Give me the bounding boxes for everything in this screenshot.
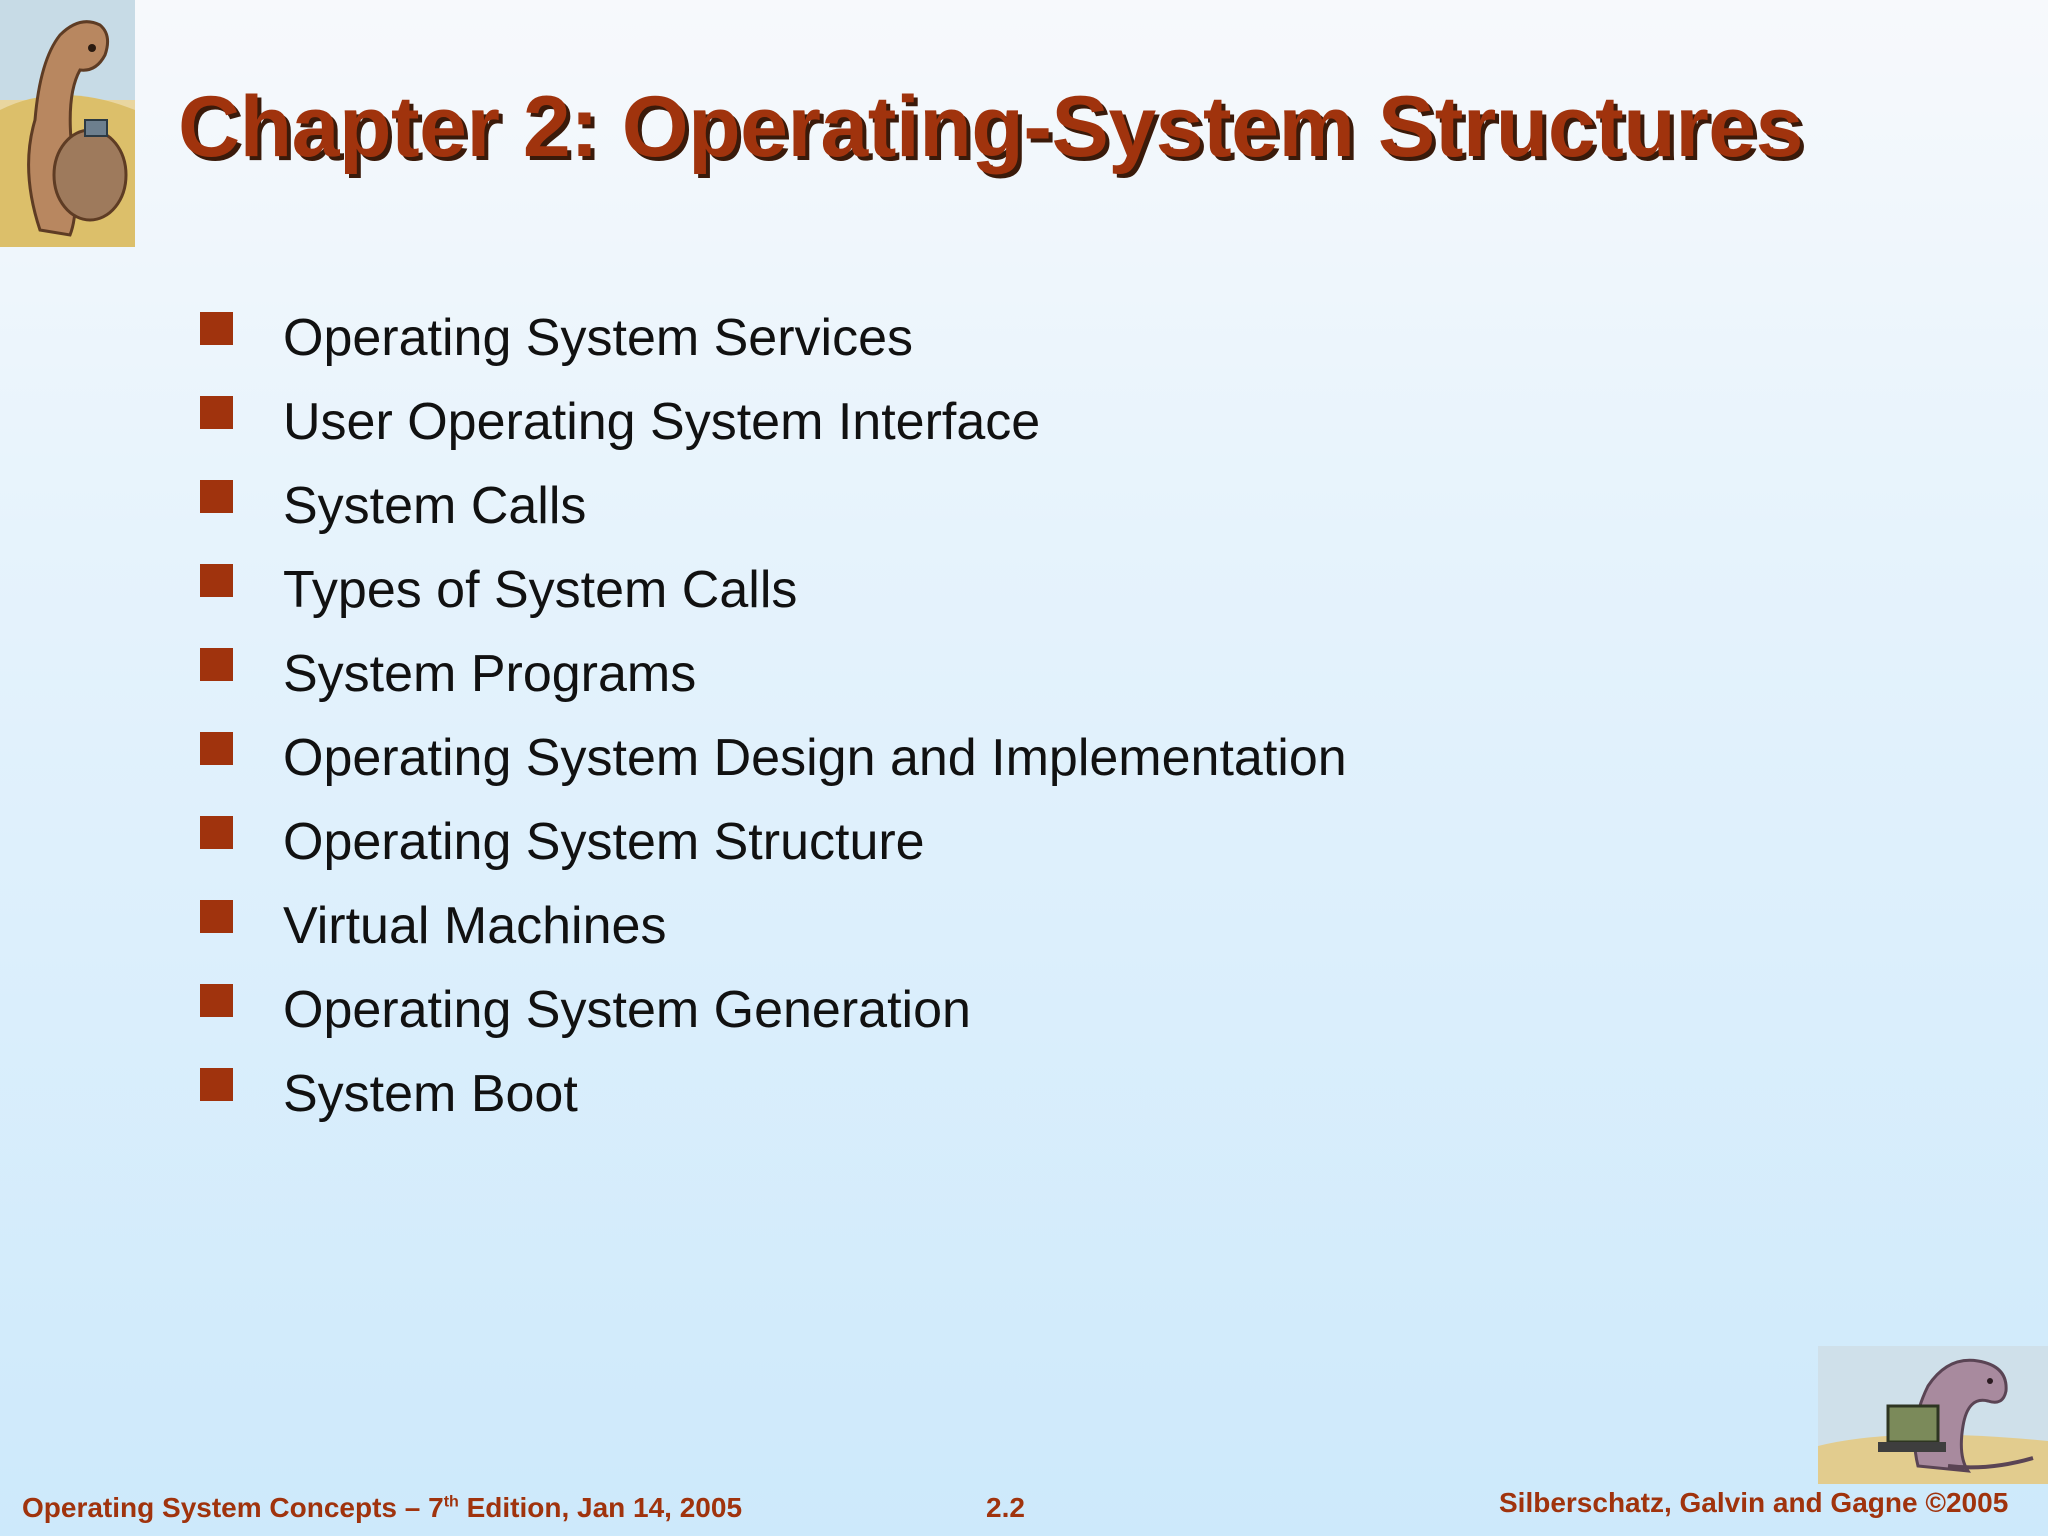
square-bullet-icon bbox=[200, 564, 233, 597]
footer-copyright: Silberschatz, Galvin and Gagne ©2005 bbox=[1499, 1487, 2009, 1518]
list-item bbox=[200, 884, 1347, 968]
bullet-text: Operating System Design and Implementation bbox=[283, 729, 1347, 787]
bullet-text: System Boot bbox=[283, 1065, 578, 1123]
bullet-text: System Programs bbox=[283, 645, 697, 703]
footer-page-number: 2.2 bbox=[986, 1492, 1025, 1523]
slide-title: Chapter 2: Operating-System Structures bbox=[178, 79, 1803, 175]
bullet-list bbox=[200, 296, 1347, 1136]
square-bullet-icon bbox=[200, 1068, 233, 1101]
square-bullet-icon bbox=[200, 900, 233, 933]
dinosaur-laptop-logo-bottom-right bbox=[1818, 1346, 2048, 1484]
square-bullet-icon bbox=[200, 480, 233, 513]
list-item bbox=[200, 296, 1347, 380]
bullet-text: Virtual Machines bbox=[283, 897, 667, 955]
dinosaur-logo-top-left bbox=[0, 0, 135, 247]
list-item bbox=[200, 968, 1347, 1052]
square-bullet-icon bbox=[200, 648, 233, 681]
square-bullet-icon bbox=[200, 732, 233, 765]
list-item bbox=[200, 716, 1347, 800]
list-item bbox=[200, 380, 1347, 464]
bullet-text: Types of System Calls bbox=[283, 561, 798, 619]
square-bullet-icon bbox=[200, 984, 233, 1017]
footer-edition-superscript: th bbox=[443, 1493, 459, 1511]
bullet-text: System Calls bbox=[283, 477, 587, 535]
square-bullet-icon bbox=[200, 816, 233, 849]
square-bullet-icon bbox=[200, 312, 233, 345]
footer-book-title bbox=[22, 1492, 742, 1524]
bullet-text: Operating System Structure bbox=[283, 813, 925, 871]
bullet-text: Operating System Services bbox=[283, 309, 914, 367]
footer-book-title-suffix: Edition, Jan 14, 2005 bbox=[458, 1492, 743, 1523]
list-item bbox=[200, 548, 1347, 632]
bullet-text: Operating System Generation bbox=[283, 981, 971, 1039]
square-bullet-icon bbox=[200, 396, 233, 429]
list-item bbox=[200, 800, 1347, 884]
list-item bbox=[200, 632, 1347, 716]
list-item bbox=[200, 464, 1347, 548]
list-item bbox=[200, 1052, 1347, 1136]
bullet-text: User Operating System Interface bbox=[283, 393, 1041, 451]
footer-book-title-prefix: Operating System Concepts – 7 bbox=[22, 1492, 444, 1523]
